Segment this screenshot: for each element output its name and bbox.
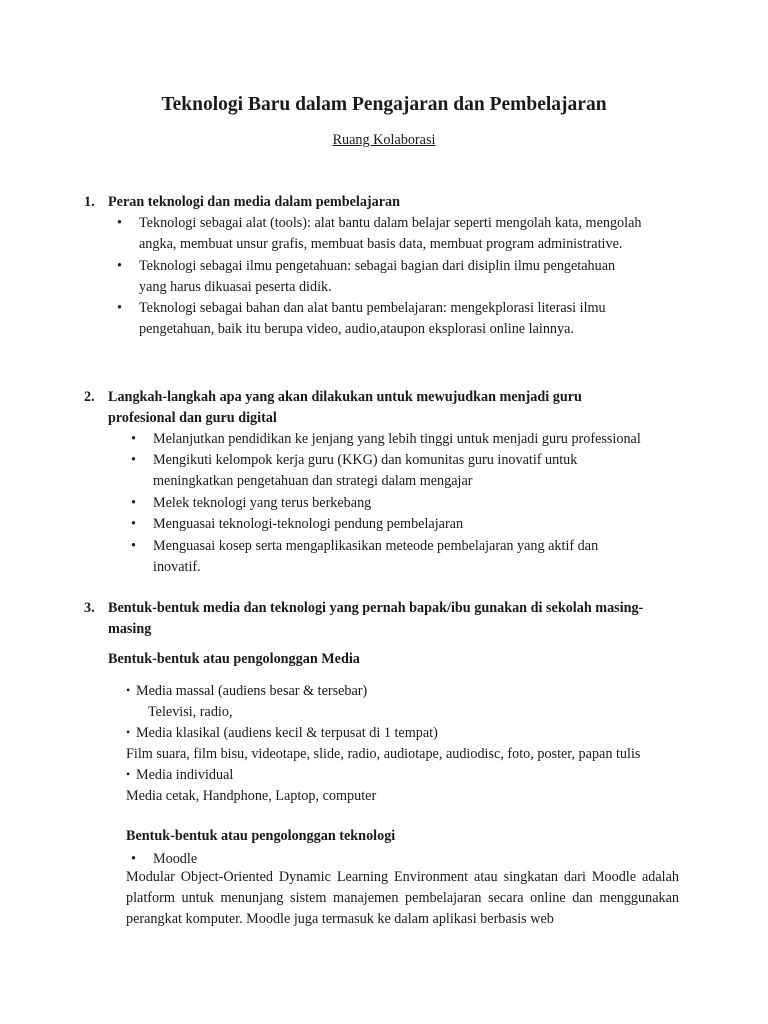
list-item: Mengikuti kelompok kerja guru (KKG) dan komunitas guru inovatif untuk (153, 452, 578, 468)
list-item-continuation: yang harus dikuasai peserta didik. (139, 279, 332, 295)
bullet-icon: • (126, 683, 131, 697)
bullet-icon: • (131, 516, 136, 532)
subtitle-text: Ruang Kolaborasi (332, 132, 436, 148)
document-title: Teknologi Baru dalam Pengajaran dan Pembelajaran (161, 94, 607, 115)
bullet-icon: • (131, 495, 136, 511)
bullet-icon: • (117, 258, 122, 274)
list-item: Menguasai kosep serta mengaplikasikan meteode pembelajaran yang aktif dan (153, 538, 599, 554)
section-1-heading: Peran teknologi dan media dalam pembelajaran (108, 194, 401, 210)
list-item-continuation: pengetahuan, baik itu berupa video, audio,ataupon eksplorasi online lainnya. (139, 321, 574, 337)
list-item: Melanjutkan pendidikan ke jenjang yang lebih tinggi untuk menjadi guru professional (153, 431, 641, 447)
bullet-icon: • (126, 725, 131, 739)
technology-paragraph: Modular Object-Oriented Dynamic Learning Environment atau singkatan dari Moodle adalah platform untuk menunjang sistem manajemen pembelajaran secara online dan menggunakan perangkat komputer. Moodle juga termasuk ke dalam aplikasi berbasis web (126, 869, 679, 927)
media-item-label: Media klasikal (audiens kecil & terpusat di 1 tempat) (136, 725, 438, 741)
media-item-label: Media individual (136, 767, 234, 783)
list-item: Menguasai teknologi-teknologi pendung pembelajaran (153, 516, 464, 532)
media-subheading: Bentuk-bentuk atau pengolonggan Media (108, 651, 360, 667)
list-item: Teknologi sebagai ilmu pengetahuan: sebagai bagian dari disiplin ilmu pengetahuan (139, 258, 616, 274)
list-item-continuation: inovatif. (153, 559, 201, 575)
document-subtitle (0, 133, 768, 147)
section-2-heading-continuation: profesional dan guru digital (108, 410, 277, 426)
list-item-continuation: meningkatkan pengetahuan dan strategi dalam mengajar (153, 473, 473, 489)
bullet-icon: • (131, 538, 136, 554)
list-item: Teknologi sebagai alat (tools): alat bantu dalam belajar seperti mengolah kata, mengolah (139, 215, 642, 231)
media-item-detail: Televisi, radio, (148, 704, 233, 720)
technology-subheading: Bentuk-bentuk atau pengolonggan teknologi (126, 828, 396, 844)
bullet-icon: • (126, 767, 131, 781)
section-3-heading: Bentuk-bentuk media dan teknologi yang pernah bapak/ibu gunakan di sekolah masing- (108, 600, 644, 616)
bullet-icon: • (117, 215, 122, 231)
bullet-icon: • (131, 452, 136, 468)
section-3-heading-continuation: masing (108, 621, 152, 637)
bullet-icon: • (131, 431, 136, 447)
list-item: Teknologi sebagai bahan dan alat bantu pembelajaran: mengekplorasi literasi ilmu (139, 300, 606, 316)
section-2-number: 2. (84, 389, 95, 405)
section-2-heading: Langkah-langkah apa yang akan dilakukan untuk mewujudkan menjadi guru (108, 389, 582, 405)
technology-item: Moodle (153, 851, 198, 867)
list-item-continuation: angka, membuat unsur grafis, membuat basis data, membuat program administrative. (139, 236, 623, 252)
media-item-detail: Film suara, film bisu, videotape, slide, radio, audiotape, audiodisc, foto, poster, papan tulis (126, 746, 641, 762)
bullet-icon: • (117, 300, 122, 316)
media-item-detail: Media cetak, Handphone, Laptop, computer (126, 788, 377, 804)
list-item: Melek teknologi yang terus berkebang (153, 495, 372, 511)
media-item-label: Media massal (audiens besar & tersebar) (136, 683, 368, 699)
section-3-number: 3. (84, 600, 95, 616)
bullet-icon: • (131, 851, 136, 867)
section-1-number: 1. (84, 194, 95, 210)
